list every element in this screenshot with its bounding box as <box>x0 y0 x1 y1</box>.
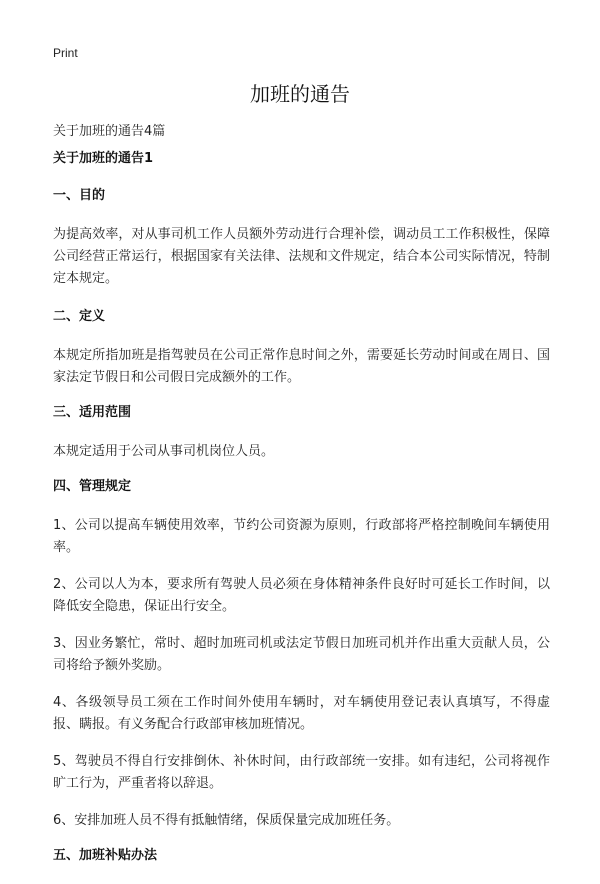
rule-item: 6、安排加班人员不得有抵触情绪，保质保量完成加班任务。 <box>53 813 400 828</box>
section-heading-scope: 三、适用范围 <box>53 405 132 420</box>
section-heading-definition: 二、定义 <box>53 309 106 324</box>
section-paragraph: 为提高效率，对从事司机工作人员额外劳动进行合理补偿，调动员工工作积极性，保障公司经营正常运行，根据国家有关法律、法规和文件规定，结合本公司实际情况，特制定本规定。 <box>53 227 550 286</box>
notice-heading: 关于加班的通告1 <box>53 151 154 166</box>
section-paragraph: 本规定所指加班是指驾驶员在公司正常作息时间之外，需要延长劳动时间或在周日、国家法定节假日和公司假日完成额外的工作。 <box>53 348 550 385</box>
rule-item: 2、公司以人为本，要求所有驾驶人员必须在身体精神条件良好时可延长工作时间，以降低安全隐患，保证出行安全。 <box>53 577 550 614</box>
section-heading-rules: 四、管理规定 <box>53 479 132 494</box>
rule-item: 4、各级领导员工须在工作时间外使用车辆时，对车辆使用登记表认真填写，不得虚报、瞒报。有义务配合行政部审核加班情况。 <box>53 695 550 732</box>
section-heading-allowance: 五、加班补贴办法 <box>53 848 158 863</box>
document-subtitle: 关于加班的通告4篇 <box>53 124 166 139</box>
rule-item: 1、公司以提高车辆使用效率，节约公司资源为原则，行政部将严格控制晚间车辆使用率。 <box>53 518 550 555</box>
section-paragraph: 本规定适用于公司从事司机岗位人员。 <box>53 444 275 459</box>
page-title: 加班的通告 <box>250 82 350 106</box>
section-heading-purpose: 一、目的 <box>53 188 106 203</box>
document-body <box>53 150 550 884</box>
rule-item: 5、驾驶员不得自行安排倒休、补休时间，由行政部统一安排。如有违纪，公司将视作旷工行为，严重者将以辞退。 <box>53 754 550 791</box>
print-link[interactable]: Print <box>53 46 78 60</box>
rule-item: 3、因业务繁忙，常时、超时加班司机或法定节假日加班司机并作出重大贡献人员，公司将给予额外奖励。 <box>53 636 550 673</box>
